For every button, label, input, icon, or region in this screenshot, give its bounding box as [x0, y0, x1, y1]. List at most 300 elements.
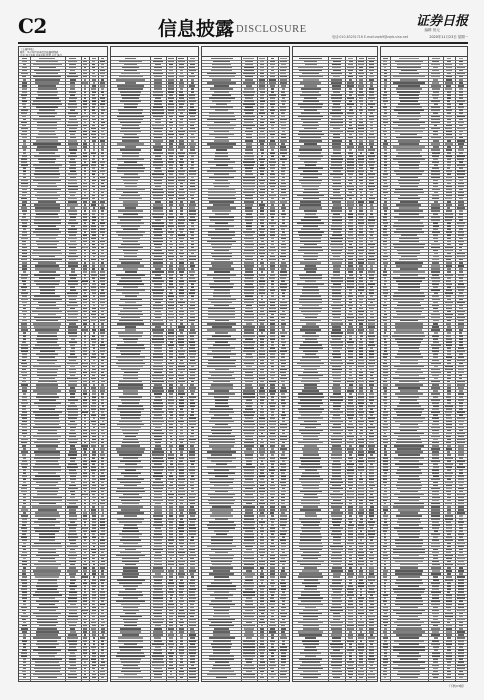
table-cell-text [83, 485, 87, 487]
table-cell-text [243, 607, 255, 609]
table-cell-text [189, 500, 195, 502]
table-cell-text [189, 677, 196, 679]
table-cell-text [22, 302, 27, 304]
table-cell-text [38, 652, 57, 654]
table-row [19, 676, 107, 680]
table-cell-text [101, 262, 104, 264]
table-cell-text [168, 561, 174, 563]
table-cell-text [83, 183, 88, 185]
table-cell-text [281, 402, 285, 404]
table-cell-text [191, 222, 194, 224]
table-cell-text [38, 183, 56, 185]
table-cell-text [347, 158, 354, 160]
table-cell-text [298, 375, 323, 377]
table-cell-text [153, 591, 163, 593]
table-cell-text [121, 509, 141, 511]
table-cell-text [243, 506, 255, 508]
table-cell-text [299, 149, 323, 151]
table-cell-text [369, 189, 373, 191]
table-cell-text [280, 448, 287, 450]
table-cell-text [348, 216, 353, 218]
table-cell-text [34, 317, 61, 319]
table-cell-text [369, 399, 375, 401]
table-cell-text [191, 134, 195, 136]
table-cell-text [331, 247, 343, 249]
table-cell-text [92, 594, 96, 596]
table-cell-text [191, 576, 194, 578]
table-cell-text [348, 417, 353, 419]
table-cell-text [120, 631, 140, 633]
table-cell-text [38, 552, 56, 554]
table-cell-text [190, 552, 196, 554]
table-cell-text [100, 70, 104, 72]
table-cell-text [209, 116, 235, 118]
table-cell-text [178, 369, 185, 371]
table-cell-text [70, 576, 75, 578]
table-cell-text [370, 195, 373, 197]
table-cell-text [178, 170, 184, 172]
table-cell-text [246, 85, 252, 87]
table-rows [293, 57, 377, 681]
table-cell-text [331, 335, 342, 337]
table-cell-text [92, 451, 96, 453]
table-cell-text [348, 70, 353, 72]
table-cell-text [179, 600, 185, 602]
table-cell-text [271, 482, 275, 484]
table-cell-text [21, 363, 27, 365]
table-cell-text [153, 241, 162, 243]
table-cell-text [153, 216, 162, 218]
table-cell-text [282, 619, 285, 621]
table-cell-text [281, 512, 285, 514]
table-cell-text [358, 64, 363, 66]
table-cell-text [169, 204, 173, 206]
table-cell-text [168, 457, 174, 459]
table-cell-text [348, 402, 353, 404]
table-cell-text [369, 500, 374, 502]
table-cell-text [348, 485, 354, 487]
table-cell-text [70, 109, 75, 111]
column-header [202, 47, 289, 57]
table-cell-text [270, 491, 275, 493]
table-cell-text [38, 579, 57, 581]
table-cell-text [349, 323, 352, 325]
table-cell-text [124, 643, 136, 645]
table-cell-text [245, 494, 254, 496]
table-cell-text [119, 521, 143, 523]
table-cell-text [118, 109, 142, 111]
table-cell-text [152, 655, 163, 657]
table-cell-text [369, 201, 374, 203]
table-cell-text [92, 369, 96, 371]
table-cell-text [84, 344, 87, 346]
table-cell-text [154, 512, 162, 514]
table-cell-text [358, 295, 364, 297]
table-cell-text [190, 472, 195, 474]
table-cell-text [369, 329, 373, 331]
table-cell-text [359, 558, 363, 560]
table-cell-text [180, 655, 183, 657]
table-cell-text [369, 469, 374, 471]
table-cell-text [304, 97, 317, 99]
table-cell-text [190, 390, 195, 392]
table-cell-text [168, 454, 174, 456]
table-cell-text [360, 539, 363, 541]
table-cell-text [153, 671, 163, 673]
table-cell-text [100, 308, 105, 310]
table-cell-text [349, 503, 352, 505]
table-cell-text [92, 170, 96, 172]
table-cell-text [168, 192, 175, 194]
table-cell-text [179, 472, 184, 474]
table-cell-text [360, 152, 363, 154]
table-cell-text [368, 363, 375, 365]
table-cell-text [191, 536, 194, 538]
table-cell-text [69, 192, 76, 194]
table-cell-text [82, 247, 87, 249]
table-column-2 [110, 46, 199, 682]
table-cell-text [359, 119, 362, 121]
table-cell-text [189, 634, 196, 636]
table-cell-text [300, 247, 322, 249]
table-cell-text [259, 305, 264, 307]
table-cell-text [100, 503, 104, 505]
table-cell-text [37, 491, 58, 493]
table-cell-text [299, 543, 322, 545]
table-cell-text [368, 533, 374, 535]
table-cell-text [260, 494, 263, 496]
table-cell-text [189, 387, 196, 389]
table-cell-text [331, 506, 342, 508]
table-cell-text [69, 119, 77, 121]
table-cell-text [92, 201, 96, 203]
table-cell-text [117, 518, 144, 520]
table-cell-text [359, 265, 362, 267]
table-cell-text [261, 259, 264, 261]
table-cell-text [34, 421, 61, 423]
table-cell-text [23, 119, 26, 121]
table-cell-text [244, 475, 254, 477]
table-cell-text [68, 597, 77, 599]
table-cell-text [358, 439, 364, 441]
table-cell-text [245, 247, 253, 249]
table-cell-text [83, 600, 88, 602]
table-cell-text [92, 591, 96, 593]
table-cell-text [260, 131, 263, 133]
table-cell-text [243, 82, 255, 84]
table-cell-text [155, 445, 161, 447]
table-cell-text [368, 305, 375, 307]
table-cell-text [244, 518, 254, 520]
table-cell-text [270, 445, 276, 447]
table-cell-text [93, 323, 95, 325]
table-cell-text [331, 286, 343, 288]
table-cell-text [358, 289, 364, 291]
table-cell-text [369, 411, 374, 413]
table-cell-text [270, 622, 275, 624]
table-cell-text [191, 491, 194, 493]
table-cell-text [92, 649, 95, 651]
table-cell-text [70, 241, 76, 243]
table-cell-text [179, 445, 184, 447]
table-cell-text [215, 405, 229, 407]
table-cell-text [83, 460, 88, 462]
table-cell-text [168, 317, 174, 319]
table-cell-text [100, 280, 105, 282]
table-cell-text [22, 417, 27, 419]
table-cell-text [210, 146, 233, 148]
table-cell-text [214, 610, 229, 612]
table-cell-text [368, 445, 375, 447]
table-cell-text [180, 73, 184, 75]
table-cell-text [281, 491, 286, 493]
table-cell-text [269, 299, 276, 301]
table-cell-text [270, 610, 274, 612]
table-cell-text [153, 515, 163, 517]
table-cell-text [359, 67, 363, 69]
table-cell-text [245, 106, 252, 108]
table-cell-text [152, 271, 164, 273]
table-cell-text [83, 619, 88, 621]
table-cell-text [70, 79, 76, 81]
table-cell-text [170, 326, 173, 328]
table-cell-text [101, 582, 104, 584]
table-cell-text [35, 417, 60, 419]
table-cell-text [359, 244, 364, 246]
table-cell-text [154, 137, 162, 139]
table-cell-text [101, 213, 103, 215]
table-cell-text [154, 530, 162, 532]
table-cell-text [178, 131, 185, 133]
table-cell-text [154, 448, 162, 450]
table-cell-text [70, 491, 75, 493]
table-cell-text [101, 131, 105, 133]
table-cell-text [83, 393, 87, 395]
table-cell-text [180, 137, 183, 139]
table-cell-text [280, 372, 286, 374]
table-cell-text [370, 286, 373, 288]
table-cell-text [271, 646, 275, 648]
table-cell-text [179, 244, 184, 246]
table-cell-text [118, 384, 143, 386]
table-cell-text [100, 539, 105, 541]
table-cell-text [259, 475, 265, 477]
table-cell-text [208, 299, 236, 301]
table-cell-text [83, 106, 87, 108]
table-cell-text [22, 195, 26, 197]
table-cell-text [37, 125, 57, 127]
table-cell-text [21, 238, 28, 240]
table-cell-text [243, 161, 255, 163]
table-cell-text [359, 314, 364, 316]
table-cell-text [270, 332, 274, 334]
table-cell-text [280, 622, 286, 624]
table-cell-text [348, 549, 352, 551]
table-cell-text [349, 555, 352, 557]
table-cell-text [169, 353, 173, 355]
table-cell-text [212, 265, 232, 267]
table-cell-text [370, 347, 373, 349]
table-cell-text [170, 597, 173, 599]
table-cell-text [168, 256, 174, 258]
table-cell-text [153, 597, 163, 599]
table-cell-text [270, 527, 275, 529]
table-cell-text [21, 628, 28, 630]
table-cell-text [34, 527, 61, 529]
table-cell-text [21, 463, 28, 465]
table-cell-text [69, 610, 77, 612]
table-cell-text [84, 332, 86, 334]
table-cell-text [300, 82, 321, 84]
table-cell-text [243, 555, 254, 557]
table-cell-text [246, 137, 253, 139]
table-cell-text [332, 106, 342, 108]
table-cell-text [101, 353, 104, 355]
table-cell-text [280, 436, 287, 438]
table-cell-text [152, 466, 163, 468]
table-cell-text [348, 262, 352, 264]
table-cell-text [191, 463, 195, 465]
table-cell-text [23, 457, 26, 459]
table-cell-text [348, 396, 353, 398]
table-cell-text [178, 192, 185, 194]
table-cell-text [92, 106, 95, 108]
table-cell-text [368, 457, 375, 459]
table-cell-text [348, 152, 352, 154]
table-cell-text [270, 100, 274, 102]
table-cell-text [260, 308, 264, 310]
table-cell-text [153, 106, 163, 108]
table-cell-text [37, 186, 57, 188]
table-cell-text [282, 460, 285, 462]
table-cell-text [84, 250, 86, 252]
table-cell-text [190, 192, 195, 194]
table-cell-text [22, 356, 27, 358]
table-cell-text [123, 390, 138, 392]
table-cell-text [281, 137, 285, 139]
table-cell-text [301, 119, 321, 121]
table-cell-text [100, 549, 105, 551]
table-cell-text [34, 280, 60, 282]
table-cell-text [101, 628, 105, 630]
table-cell-text [243, 58, 254, 60]
table-cell-text [189, 256, 196, 258]
table-cell-text [153, 500, 164, 502]
table-cell-text [118, 216, 143, 218]
table-cell-text [92, 478, 96, 480]
table-cell-text [299, 430, 323, 432]
table-cell-text [169, 616, 174, 618]
table-cell-text [330, 112, 343, 114]
table-cell-text [91, 488, 96, 490]
table-cell-text [179, 271, 184, 273]
table-cell-text [101, 268, 104, 270]
table-cell-text [84, 661, 87, 663]
table-cell-text [84, 552, 87, 554]
table-cell-text [168, 478, 174, 480]
table-cell-text [209, 225, 235, 227]
table-cell-text [271, 454, 274, 456]
table-cell-text [348, 256, 354, 258]
table-cell-text [34, 295, 60, 297]
table-cell-text [69, 646, 76, 648]
table-cell-text [360, 112, 363, 114]
table-cell-text [169, 640, 172, 642]
table-cell-text [93, 448, 95, 450]
table-cell-text [92, 521, 96, 523]
table-cell-text [101, 225, 104, 227]
table-cell-text [298, 402, 323, 404]
table-cell-text [22, 671, 26, 673]
table-cell-text [368, 109, 375, 111]
table-cell-text [270, 427, 275, 429]
table-cell-text [33, 164, 62, 166]
table-cell-text [369, 396, 373, 398]
table-cell-text [360, 274, 363, 276]
table-cell-text [370, 265, 373, 267]
table-cell-text [243, 668, 254, 670]
table-cell-text [153, 604, 164, 606]
table-cell-text [179, 588, 183, 590]
table-cell-text [271, 58, 275, 60]
table-cell-text [70, 448, 76, 450]
table-cell-text [245, 417, 253, 419]
table-cell-text [179, 64, 183, 66]
table-cell-text [358, 381, 364, 383]
table-cell-text [84, 360, 86, 362]
table-cell-text [83, 137, 87, 139]
table-cell-text [92, 558, 95, 560]
table-cell-text [271, 155, 274, 157]
table-cell-text [83, 518, 88, 520]
table-cell-text [70, 652, 75, 654]
table-cell-text [125, 58, 136, 60]
table-cell-text [180, 454, 184, 456]
table-cell-text [170, 228, 173, 230]
table-cell-text [21, 180, 28, 182]
table-cell-text [189, 625, 196, 627]
table-cell-text [331, 225, 342, 227]
table-cell-text [369, 134, 374, 136]
table-cell-text [23, 634, 26, 636]
table-cell-text [259, 417, 266, 419]
table-cell-text [332, 518, 342, 520]
table-cell-text [119, 582, 143, 584]
table-cell-text [246, 128, 253, 130]
table-cell-text [215, 518, 228, 520]
table-cell-text [348, 518, 353, 520]
table-cell-text [299, 274, 322, 276]
table-cell-text [33, 674, 62, 676]
table-cell-text [189, 228, 195, 230]
table-cell-text [245, 311, 253, 313]
table-cell-text [281, 472, 285, 474]
table-cell-text [213, 616, 230, 618]
table-cell-text [271, 671, 275, 673]
table-cell-text [153, 607, 163, 609]
table-cell-text [260, 594, 263, 596]
table-cell-text [70, 549, 75, 551]
table-cell-text [189, 213, 196, 215]
table-cell-text [301, 228, 320, 230]
table-cell-text [369, 482, 373, 484]
table-cell-text [212, 350, 231, 352]
table-cell-text [243, 177, 254, 179]
table-rows [111, 57, 198, 681]
table-cell-text [101, 622, 105, 624]
table-cell-text [36, 149, 58, 151]
table-cell-text [179, 97, 184, 99]
